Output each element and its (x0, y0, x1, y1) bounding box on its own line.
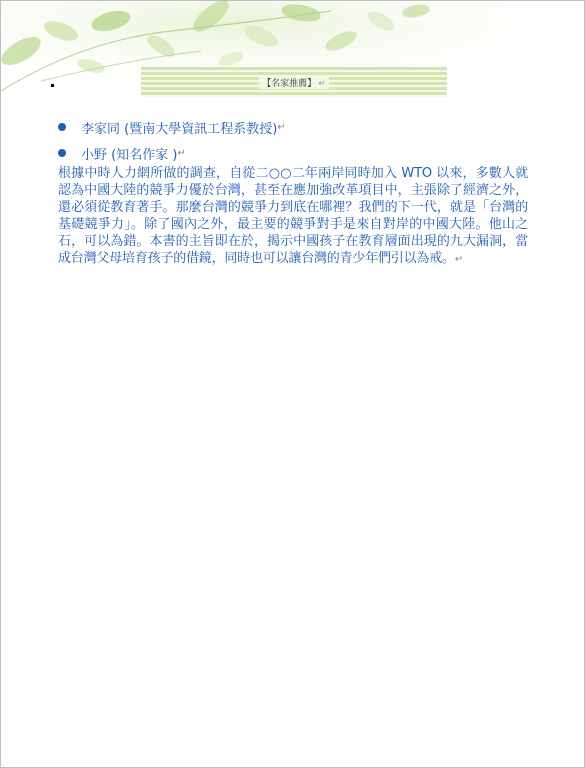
paragraph-mark-icon: ↵ (318, 78, 326, 89)
bullet-icon (58, 123, 66, 131)
banner-title-wrap (259, 76, 329, 89)
paragraph-mark-icon: ↵ (277, 121, 286, 133)
paragraph-mark-icon: ↵ (454, 254, 463, 265)
recommender-name: 李家同 (暨南大學資訊工程系教授) (81, 121, 278, 137)
title-banner (141, 67, 447, 97)
body-paragraph-text: 根據中時人力網所做的調查，自從二○○二年兩岸同時加入 WTO 以來，多數人就認為中國大陸的競爭力優於台灣，甚至在應加強改革項目中，主張除了經濟之外，還必須從教育著手。那麼台灣的競爭力到底在哪裡？我們的下一代，就是「台灣的基礎競爭力」。除了國內之外，最主要的競爭對手是來自對岸的中國大陸。他山之石，可以為錯。本書的主旨即在於，揭示中國孩子在教育層面出現的九大漏洞，當成台灣父母培育孩子的借鏡，同時也可以讓台灣的青少年們引以為戒。 (58, 166, 528, 266)
paragraph-mark-icon: ↵ (177, 147, 186, 159)
recommender-name: 小野 (知名作家 ) (81, 147, 178, 163)
recommender-list (58, 114, 286, 166)
list-item (58, 140, 286, 166)
bullet-icon (58, 149, 66, 157)
banner-title: 【名家推薦】 (262, 78, 317, 89)
list-item (58, 114, 286, 140)
small-square-mark (51, 84, 54, 87)
body-paragraph (58, 165, 528, 268)
